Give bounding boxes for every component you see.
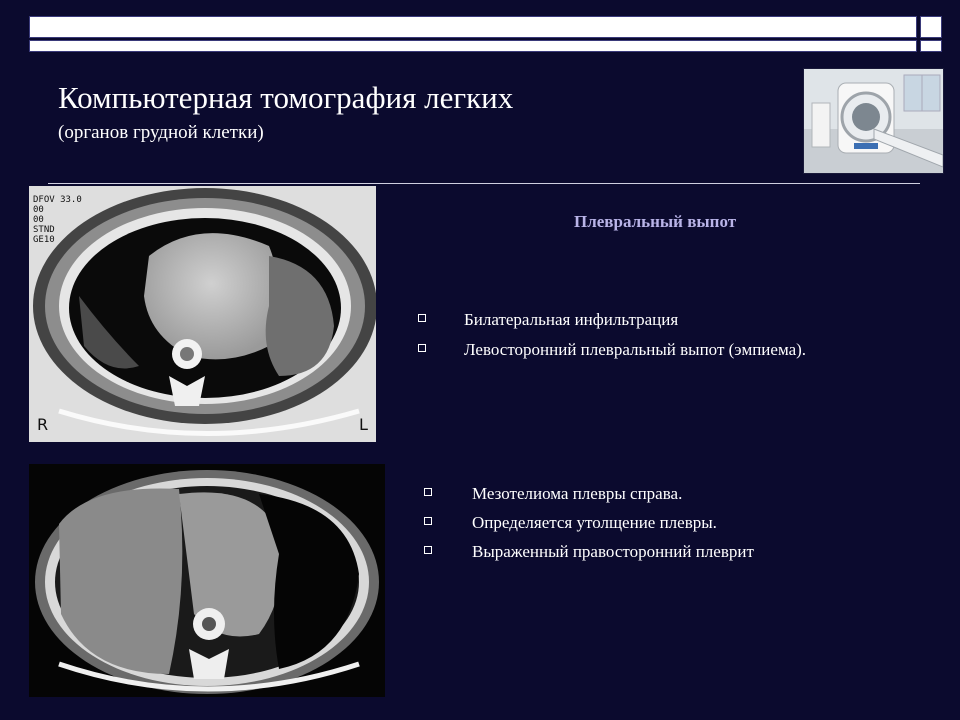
header-square-top [920,16,942,38]
list-item: Выраженный правосторонний плеврит [424,542,754,562]
header-bar [29,16,917,38]
list-item: Определяется утолщение плевры. [424,513,754,533]
header-square-bottom [920,40,942,52]
list-item: Мезотелиома плевры справа. [424,484,754,504]
slide-title: Компьютерная томография легких [58,80,514,115]
slide-subtitle: (органов грудной клетки) [58,122,264,143]
bullet-list-1 [416,310,806,370]
square-bullet-icon [424,546,432,554]
square-bullet-icon [418,314,426,322]
square-bullet-icon [424,488,432,496]
header-strip [29,40,917,52]
ct-scan-mesothelioma [29,464,385,697]
ct1-overlay-line3: 00 [33,215,44,225]
ct1-overlay-stnd: STND [33,225,55,235]
list-item: Левосторонний плевральный выпот (эмпиема). [416,340,806,360]
list-item: Билатеральная инфильтрация [416,310,806,330]
ct-scanner-photo [803,68,944,174]
ct-scan-bilateral [29,186,376,442]
bullet-list-2 [424,484,754,571]
square-bullet-icon [418,344,426,352]
square-bullet-icon [424,517,432,525]
ct1-overlay-ge: GE10 [33,235,55,245]
title-divider [48,183,920,184]
ct1-overlay-line2: 00 [33,205,44,215]
ct1-side-right-label: R [37,415,49,434]
ct1-overlay-dfov: DFOV 33.0 [33,195,82,205]
ct1-side-left-label: L [359,415,368,434]
section-heading: Плевральный выпот [574,212,737,231]
